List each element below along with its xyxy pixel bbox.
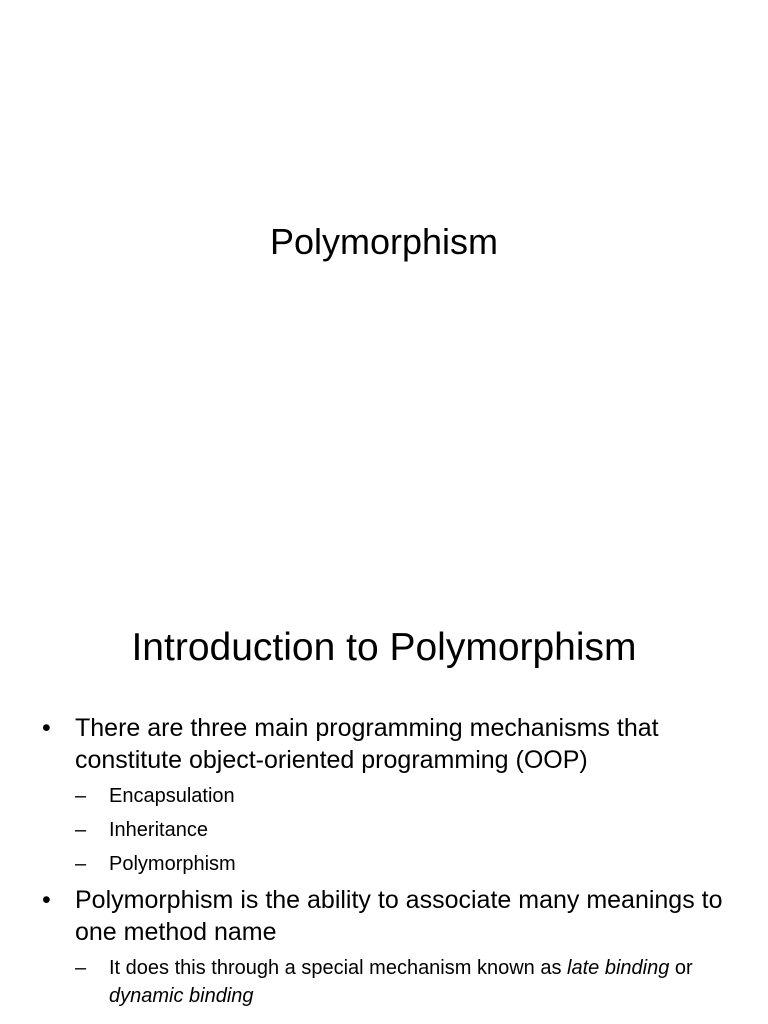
- sub-bullet-list: [75, 954, 732, 1010]
- sub-item-late-binding: [75, 954, 732, 1010]
- sub-item-text-middle: or: [669, 957, 693, 979]
- sub-bullet-list: [75, 782, 732, 878]
- bullet-text: Polymorphism is the ability to associate many meanings to one method name: [75, 886, 723, 946]
- bullet-item-polymorphism-definition: [42, 884, 732, 1010]
- slide-title: Polymorphism: [269, 221, 499, 262]
- sub-item-text: Polymorphism: [109, 853, 236, 875]
- dash-marker: –: [75, 785, 87, 807]
- sub-item-encapsulation: [75, 782, 732, 810]
- sub-item-polymorphism: [75, 850, 732, 878]
- content-slide: [0, 576, 768, 1024]
- bullet-marker: •: [42, 886, 51, 914]
- bullet-item-oop-mechanisms: [42, 712, 732, 878]
- bullet-list: [42, 712, 732, 1016]
- slide-heading: Introduction to Polymorphism: [131, 626, 637, 669]
- sub-item-inheritance: [75, 816, 732, 844]
- bullet-marker: •: [42, 714, 51, 742]
- dash-marker: –: [75, 853, 87, 875]
- emphasis-late-binding: late binding: [567, 957, 670, 979]
- bullet-text: There are three main programming mechanisms that constitute object-oriented programming (OOP): [75, 714, 659, 774]
- sub-item-text: Inheritance: [109, 819, 208, 841]
- dash-marker: –: [75, 957, 87, 979]
- sub-item-text-prefix: It does this through a special mechanism known as: [109, 957, 568, 979]
- sub-item-text: Encapsulation: [109, 785, 235, 807]
- emphasis-dynamic-binding: dynamic binding: [109, 985, 254, 1007]
- dash-marker: –: [75, 819, 87, 841]
